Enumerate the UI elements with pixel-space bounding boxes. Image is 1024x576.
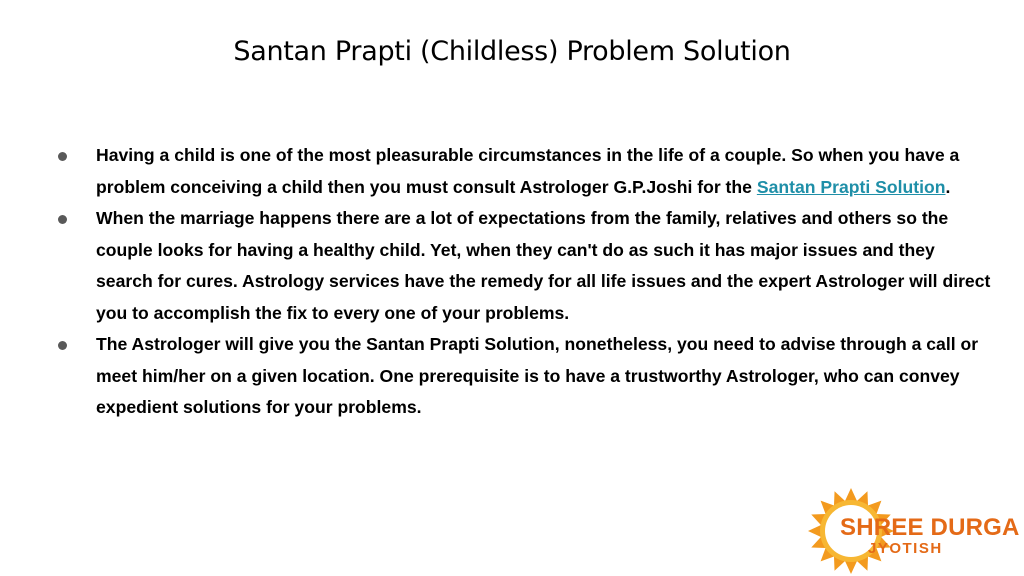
bullet-dot-icon	[58, 341, 67, 350]
bullet-text-1: Having a child is one of the most pleasurable circumstances in the life of a couple. So when you have a problem conceiving a child then you must consult Astrologer G.P.Joshi for the	[96, 145, 960, 197]
logo-line-1: SHREE DURGA	[840, 514, 1020, 541]
logo-line-2: JYOTISH	[868, 540, 943, 557]
bullet-item-3	[52, 329, 992, 424]
bullet-dot-icon	[58, 215, 67, 224]
bullet-text-3: The Astrologer will give you the Santan Prapti Solution, nonetheless, you need to advise through a call or meet him/her on a given location. One prerequisite is to have a trustworthy Astrologer, who can convey expedient solutions for your problems.	[96, 334, 979, 417]
bullet-item-1	[52, 140, 992, 203]
bullet-dot-icon	[58, 152, 67, 161]
page-title: Santan Prapti (Childless) Problem Solution	[233, 36, 791, 67]
bullet-list	[52, 140, 992, 424]
bullet-item-2	[52, 203, 992, 329]
santan-prapti-solution-link[interactable]: Santan Prapti Solution	[756, 176, 946, 197]
bullet-text-1-end: .	[945, 176, 951, 197]
bullet-text-2: When the marriage happens there are a lot of expectations from the family, relatives and others so the couple looks for having a healthy child. Yet, when they can't do as such it has major issues and they search for cures. Astrology services have the remedy for all life issues and the expert Astrologer will direct you to accomplish the fix to every one of your problems.	[96, 208, 991, 323]
logo	[806, 486, 1024, 576]
